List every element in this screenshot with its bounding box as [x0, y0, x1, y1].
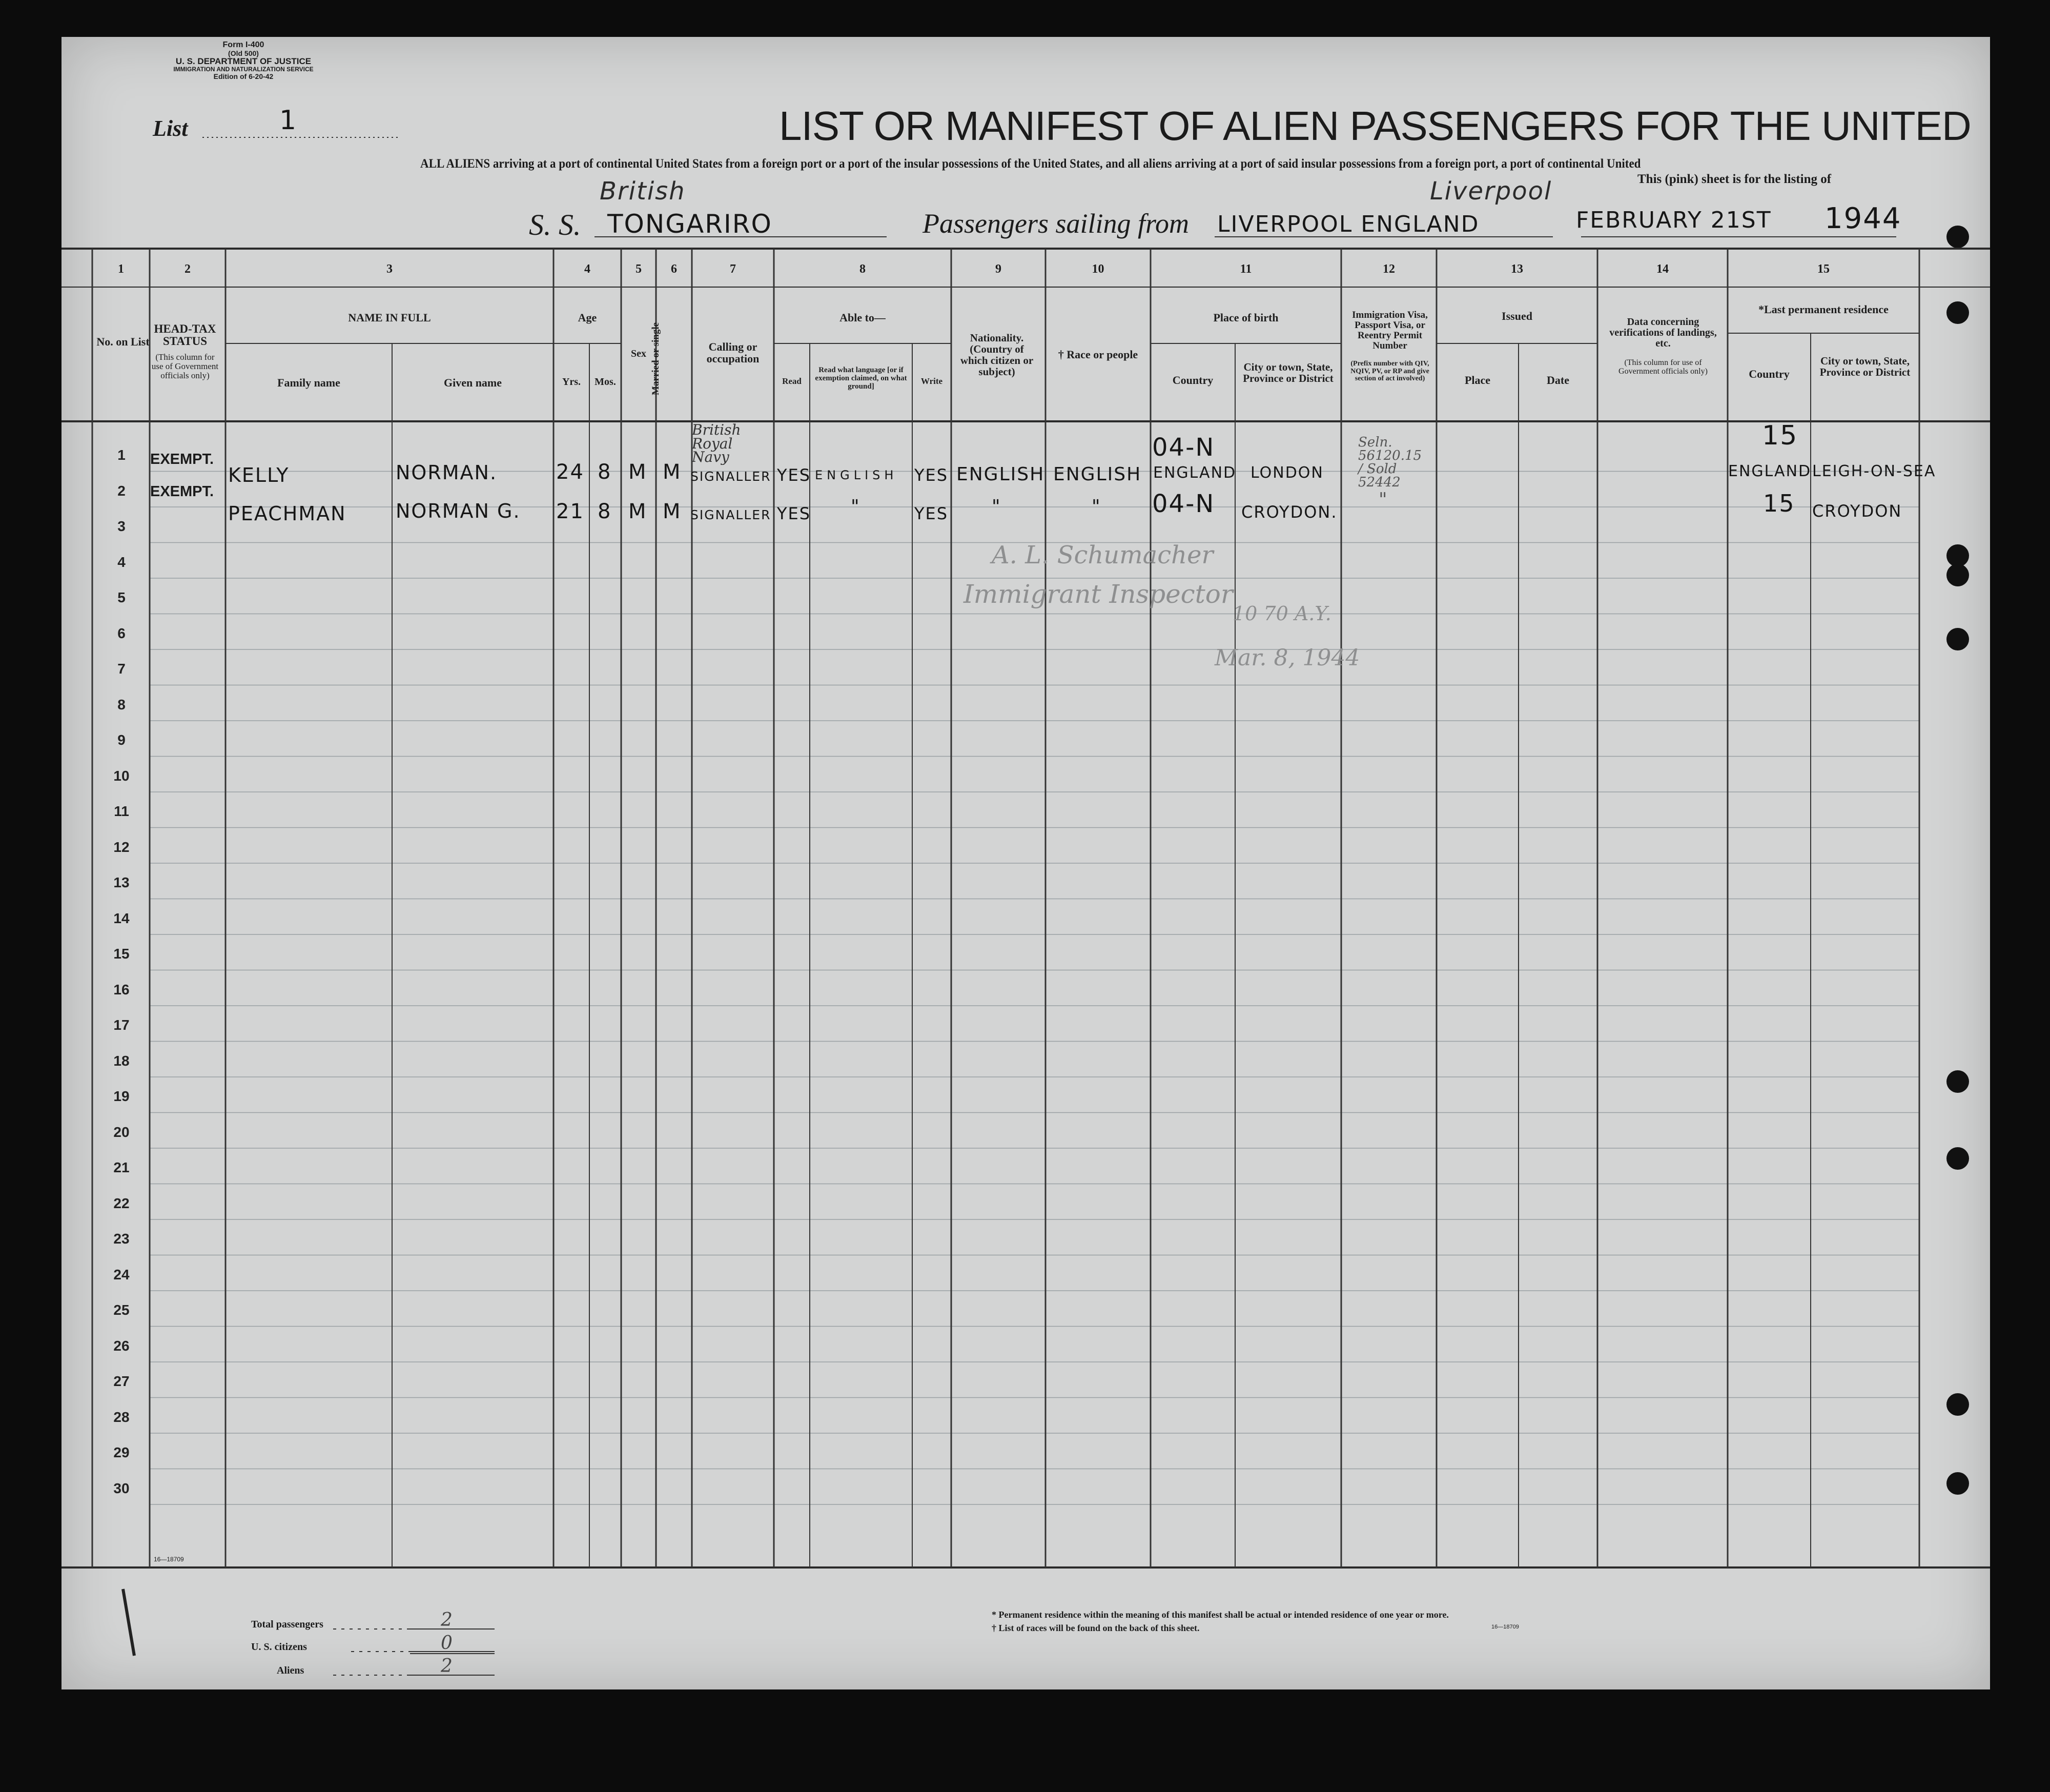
- age-months: 8: [598, 500, 612, 523]
- row-number: 1: [117, 447, 126, 463]
- row-number: 10: [113, 767, 130, 784]
- row-number: 25: [113, 1302, 130, 1318]
- header-family-name: Family name: [277, 376, 340, 389]
- header-name-in-full: NAME IN FULL: [348, 311, 431, 324]
- form-number: Form I-400: [222, 40, 264, 49]
- form-info: [146, 41, 341, 80]
- row-number: 20: [113, 1124, 130, 1140]
- occupation: SIGNALLER: [690, 507, 771, 522]
- aliens-value: 2: [441, 1656, 453, 1677]
- occupation-note: British Royal Navy: [692, 421, 741, 466]
- sex: M: [628, 460, 647, 484]
- marital-status: M: [663, 460, 682, 484]
- sex: M: [628, 500, 647, 523]
- row-number: 23: [113, 1231, 130, 1247]
- aliens-label: Aliens: [277, 1665, 304, 1676]
- sailing-year: 1944: [1824, 202, 1902, 235]
- total-passengers-value: 2: [441, 1610, 453, 1631]
- row-number: 11: [114, 803, 129, 819]
- birth-city: LONDON: [1250, 464, 1324, 482]
- occupation: SIGNALLER: [690, 469, 771, 484]
- row-number: 18: [113, 1052, 130, 1069]
- family-name: KELLY: [228, 464, 290, 486]
- nationality: ": [992, 496, 1001, 517]
- header-head-tax: HEAD-TAX STATUS: [154, 322, 216, 348]
- age-years: 21: [556, 500, 584, 523]
- header-visa: Immigration Visa, Passport Visa, or Reentry Permit Number: [1352, 310, 1428, 351]
- birth-note: 04-N: [1152, 433, 1215, 462]
- inspection-date: Mar. 8, 1944: [1215, 645, 1360, 671]
- column-number: 15: [1817, 262, 1830, 276]
- service: IMMIGRATION AND NATURALIZATION SERVICE: [173, 66, 314, 73]
- column-number: 6: [671, 262, 677, 276]
- header-no-on-list: No. on List: [96, 335, 150, 348]
- footnote-code: 16—18709: [1491, 1624, 1519, 1630]
- header-head-tax-note: (This column for use of Government officials only): [151, 352, 219, 380]
- list-label: List: [153, 116, 188, 141]
- column-number: 9: [995, 262, 1001, 276]
- header-data-note: (This column for use of Government officials only): [1618, 358, 1708, 376]
- read-language: ": [851, 496, 860, 517]
- inspector-name: A. L. Schumacher: [992, 541, 1214, 569]
- column-number: 12: [1383, 262, 1395, 276]
- column-number: 1: [118, 262, 124, 276]
- residence-city: LEIGH-ON-SEA: [1812, 462, 1936, 480]
- row-number: 22: [113, 1195, 130, 1211]
- port-note: Liverpool: [1430, 177, 1552, 206]
- can-read: YES: [777, 465, 811, 485]
- header-issued: Issued: [1502, 310, 1532, 322]
- race: ENGLISH: [1053, 464, 1142, 485]
- header-birth-city: City or town, State, Province or District: [1243, 361, 1334, 385]
- header-issued-place: Place: [1464, 374, 1491, 386]
- row-number: 9: [117, 732, 126, 748]
- row-number: 8: [117, 696, 126, 712]
- residence-note: 15: [1762, 420, 1798, 451]
- row-number: 12: [113, 839, 130, 855]
- column-number: 14: [1656, 262, 1669, 276]
- header-able-to: Able to—: [839, 311, 886, 324]
- edition: Edition of 6-20-42: [213, 72, 274, 80]
- header-married: Married or single: [650, 322, 662, 396]
- row-number: 3: [117, 518, 126, 534]
- sailing-label: Passengers sailing from: [922, 208, 1190, 239]
- column-number: 8: [859, 262, 866, 276]
- column-number: 11: [1240, 262, 1252, 276]
- marital-status: M: [663, 500, 682, 523]
- visa-number: Seln. 56120.15 / Sold 52442: [1358, 435, 1422, 490]
- row-number: 29: [113, 1444, 130, 1460]
- inspector-title: Immigrant Inspector: [963, 579, 1233, 609]
- header-visa-note: (Prefix number with QIV, NQIV, PV, or RP and give section of act involved): [1350, 360, 1429, 383]
- row-number: 27: [113, 1373, 130, 1389]
- read-language: ENGLISH: [815, 468, 898, 482]
- row-number: 2: [117, 482, 126, 499]
- header-read-language: Read what language [or if exemption claimed, on what ground]: [815, 366, 907, 391]
- header-age: Age: [578, 311, 597, 324]
- row-number: 15: [113, 946, 130, 962]
- given-name: NORMAN.: [396, 461, 498, 484]
- ship-note: British: [600, 177, 686, 206]
- footnote-residence: * Permanent residence within the meaning of this manifest shall be actual or intended residence of one year or more.: [992, 1610, 1449, 1620]
- inspector-code: 10 70 A.Y.: [1233, 602, 1331, 625]
- row-number: 28: [113, 1409, 130, 1425]
- head-tax-status: EXEMPT.: [150, 483, 214, 500]
- column-number: 3: [386, 262, 393, 276]
- column-number: 4: [584, 262, 590, 276]
- visa-number: ": [1379, 490, 1387, 511]
- given-name: NORMAN G.: [396, 500, 521, 522]
- margin-mark: [115, 1586, 119, 1592]
- can-write: YES: [914, 504, 949, 523]
- sailing-date: FEBRUARY 21ST: [1576, 207, 1772, 233]
- header-given-name: Given name: [443, 376, 502, 389]
- header-nationality: Nationality. (Country of which citizen or subject): [960, 332, 1034, 378]
- header-sex: Sex: [631, 348, 646, 359]
- age-years: 24: [556, 460, 584, 484]
- row-number: 13: [113, 874, 130, 890]
- row-number: 21: [113, 1159, 130, 1175]
- column-number: 10: [1092, 262, 1104, 276]
- list-number: 1: [279, 105, 298, 136]
- family-name: PEACHMAN: [228, 502, 346, 525]
- residence-country: ENGLAND: [1728, 462, 1812, 480]
- department: U. S. DEPARTMENT OF JUSTICE: [175, 56, 312, 67]
- us-citizens-label: U. S. citizens: [251, 1641, 307, 1653]
- row-number: 16: [113, 981, 130, 997]
- row-number: 4: [117, 554, 126, 570]
- head-tax-status: EXEMPT.: [150, 451, 214, 467]
- row-number: 19: [113, 1088, 130, 1104]
- header-read: Read: [782, 376, 802, 386]
- row-number: 6: [117, 625, 126, 641]
- residence-note: 15: [1763, 490, 1795, 517]
- subtitle-line2: This (pink) sheet is for the listing of: [1637, 172, 1832, 186]
- birth-country: ENGLAND: [1153, 464, 1237, 482]
- column-number: 5: [636, 262, 642, 276]
- ship-name: TONGARIRO: [607, 209, 772, 239]
- row-number: 7: [117, 661, 126, 677]
- can-read: YES: [777, 504, 811, 523]
- row-number: 17: [113, 1017, 130, 1033]
- header-race: † Race or people: [1058, 348, 1138, 361]
- header-mos: Mos.: [594, 376, 616, 388]
- row-number: 5: [117, 589, 126, 605]
- us-citizens-value: 0: [441, 1633, 453, 1654]
- print-code: 16—18709: [154, 1556, 184, 1563]
- can-write: YES: [914, 465, 949, 485]
- header-issued-date: Date: [1547, 374, 1569, 386]
- header-res-city: City or town, State, Province or District: [1819, 355, 1911, 379]
- subtitle-line1: ALL ALIENS arriving at a port of continental United States from a foreign port or a port of the insular possessions of the United States, and all aliens arriving at a port of said insular possessions from a foreign port, a port of continental United: [420, 157, 1641, 171]
- birth-note: 04-N: [1152, 490, 1215, 518]
- birth-city: CROYDON.: [1241, 502, 1338, 522]
- header-calling: Calling or occupation: [706, 340, 760, 365]
- race: ": [1092, 496, 1101, 517]
- nationality: ENGLISH: [956, 464, 1045, 485]
- page-title: LIST OR MANIFEST OF ALIEN PASSENGERS FOR THE UNITED: [779, 103, 1971, 149]
- age-months: 8: [598, 460, 612, 484]
- footnote-races: † List of races will be found on the back of this sheet.: [992, 1623, 1200, 1633]
- port-name: LIVERPOOL ENGLAND: [1217, 211, 1480, 237]
- column-number: 7: [730, 262, 736, 276]
- row-number: 14: [113, 910, 130, 926]
- header-last-residence: *Last permanent residence: [1758, 303, 1889, 316]
- header-data-concerning: Data concerning verifications of landings, etc.: [1609, 316, 1717, 349]
- header-birth-country: Country: [1172, 374, 1214, 386]
- header-write: Write: [920, 376, 943, 386]
- residence-city: CROYDON: [1812, 501, 1902, 521]
- row-number: 24: [113, 1266, 130, 1282]
- column-number: 13: [1511, 262, 1523, 276]
- header-yrs: Yrs.: [562, 376, 581, 388]
- ss-label: S. S.: [529, 208, 581, 241]
- header-res-country: Country: [1749, 368, 1790, 380]
- header-place-of-birth: Place of birth: [1213, 311, 1279, 324]
- row-number: 26: [113, 1337, 130, 1354]
- column-number: 2: [184, 262, 191, 276]
- row-number: 30: [113, 1480, 130, 1496]
- form-old-number: (Old 500): [228, 49, 259, 57]
- total-passengers-label: Total passengers: [251, 1619, 323, 1630]
